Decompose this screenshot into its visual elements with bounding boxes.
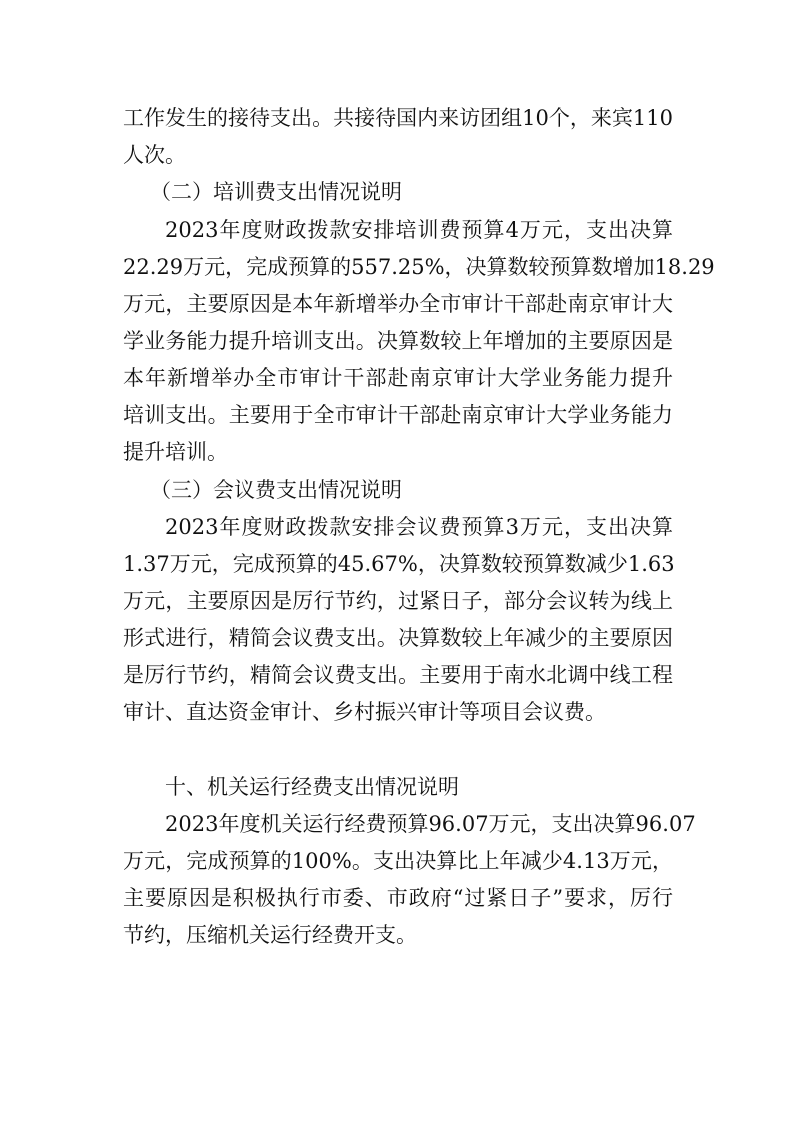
body-line: 节约，压缩机关运行经费开支。 — [123, 923, 417, 947]
body-line: 2023年度机关运行经费预算96.07万元，支出决算96.07 — [165, 812, 696, 836]
section-heading-training: （二）培训费支出情况说明 — [150, 180, 402, 204]
body-line: 学业务能力提升培训支出。决算数较上年增加的主要原因是 — [123, 329, 673, 353]
body-line: 本年新增举办全市审计干部赴南京审计大学业务能力提升 — [123, 366, 673, 390]
body-line: 2023年度财政拨款安排会议费预算3万元，支出决算 — [165, 515, 673, 539]
body-line: 主要原因是积极执行市委、市政府“过紧日子”要求，厉行 — [123, 886, 673, 910]
body-line: 是厉行节约，精简会议费支出。主要用于南水北调中线工程 — [123, 663, 673, 687]
body-line: 万元，完成预算的100%。支出决算比上年减少4.13万元， — [123, 849, 673, 873]
body-line: 22.29万元，完成预算的557.25%，决算数较预算数增加18.29 — [123, 255, 715, 279]
body-line: 审计、直达资金审计、乡村振兴审计等项目会议费。 — [123, 700, 606, 724]
body-line: 形式进行，精简会议费支出。决算数较上年减少的主要原因 — [123, 626, 673, 650]
body-line: 1.37万元，完成预算的45.67%，决算数较预算数减少1.63 — [123, 552, 675, 576]
section-heading-meeting: （三）会议费支出情况说明 — [150, 478, 402, 502]
body-line: 2023年度财政拨款安排培训费预算4万元，支出决算 — [165, 218, 673, 242]
body-line: 万元，主要原因是本年新增举办全市审计干部赴南京审计大 — [123, 292, 673, 316]
body-line: 工作发生的接待支出。共接待国内来访团组10个，来宾110 — [123, 106, 673, 130]
body-line: 培训支出。主要用于全市审计干部赴南京审计大学业务能力 — [123, 403, 673, 427]
body-line: 人次。 — [123, 143, 186, 167]
body-line: 提升培训。 — [123, 440, 228, 464]
body-line: 万元，主要原因是厉行节约，过紧日子，部分会议转为线上 — [123, 589, 673, 613]
section-heading-operating-expenses: 十、机关运行经费支出情况说明 — [165, 775, 459, 799]
